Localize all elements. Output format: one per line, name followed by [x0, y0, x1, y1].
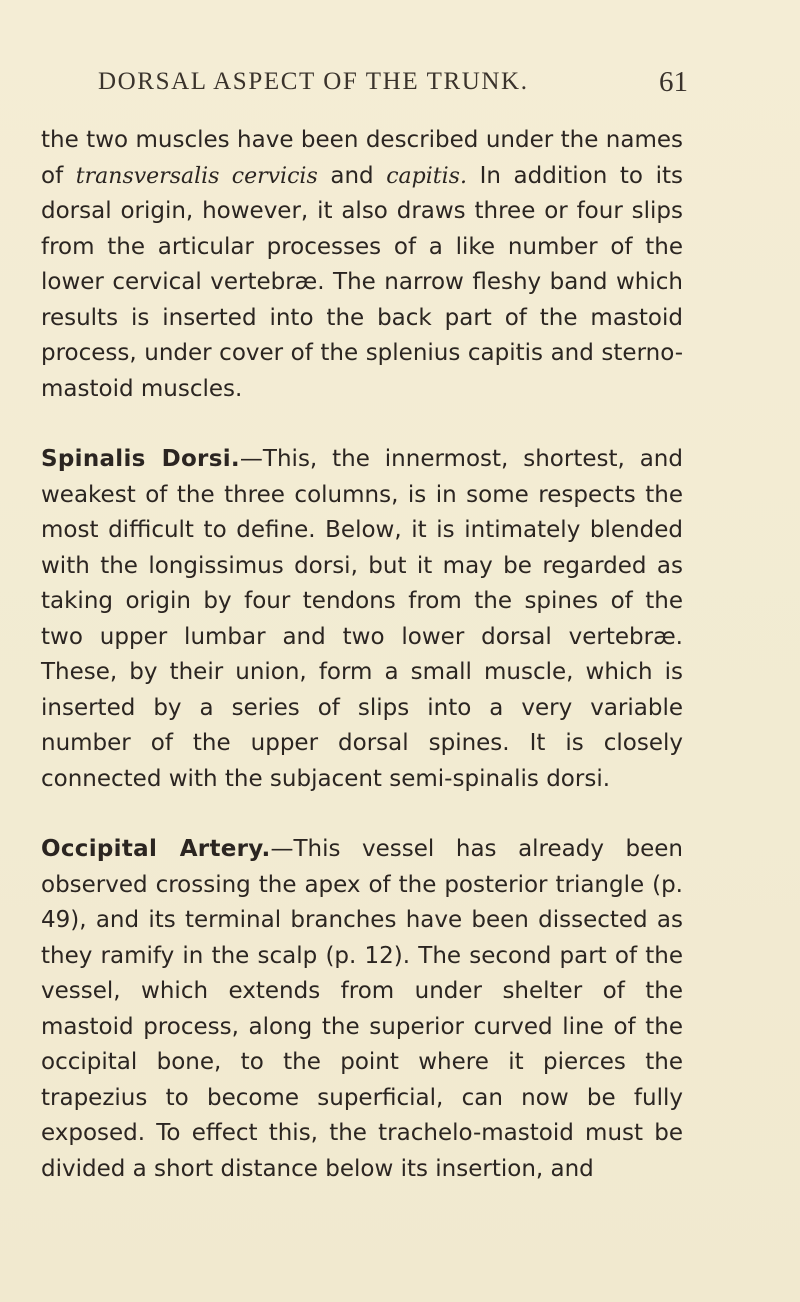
paragraph-occipital-artery: [41, 832, 683, 1187]
paragraph-text: In addition to its dorsal origin, however, it also draws three or four slips from the articular processes of a like number of the lower cervical vertebræ. The narrow fleshy band which results is inserted into the back part of the mastoid process, under cover of the splenius capitis and sterno-mastoid muscles.: [41, 162, 683, 402]
page-header: [98, 68, 688, 108]
paragraph-transversalis: [41, 123, 683, 407]
paragraph-text: —This, the innermost, shortest, and weakest of the three columns, is in some respects the most difficult to define. Below, it is intimately blended with the longissimus dorsi, but it may be regarded as taking origin by four tendons from the spines of the two upper lumbar and two lower dorsal vertebræ. These, by their union, form a small muscle, which is inserted by a series of slips into a very variable number of the upper dorsal spines. It is closely connected with the subjacent semi-spinalis dorsi.: [41, 446, 683, 792]
page-number: 61: [659, 66, 688, 98]
section-heading: Spinalis Dorsi.: [41, 446, 240, 472]
paragraph-spinalis-dorsi: [41, 442, 683, 797]
section-heading: Occipital Artery.: [41, 836, 271, 862]
paragraph-text: —This vessel has already been observed crossing the apex of the posterior triangle (p. 49), and its terminal branches have been dissected as they ramify in the scalp (p. 12). The second part of the vessel, which extends from under shelter of the mastoid process, along the superior curved line of the occipital bone, to the point where it pierces the trapezius to become superficial, can now be fully exposed. To effect this, the trachelo-mastoid must be divided a short distance below its insertion, and: [41, 836, 683, 1182]
italic-term: transversalis cervicis: [75, 163, 318, 189]
paragraph-text: the two muscles have been described under the names of: [41, 127, 683, 189]
italic-term: capitis.: [386, 163, 467, 189]
paragraph-text: and: [317, 162, 387, 189]
body-text: [41, 123, 683, 1187]
running-head: DORSAL ASPECT OF THE TRUNK.: [98, 68, 529, 95]
